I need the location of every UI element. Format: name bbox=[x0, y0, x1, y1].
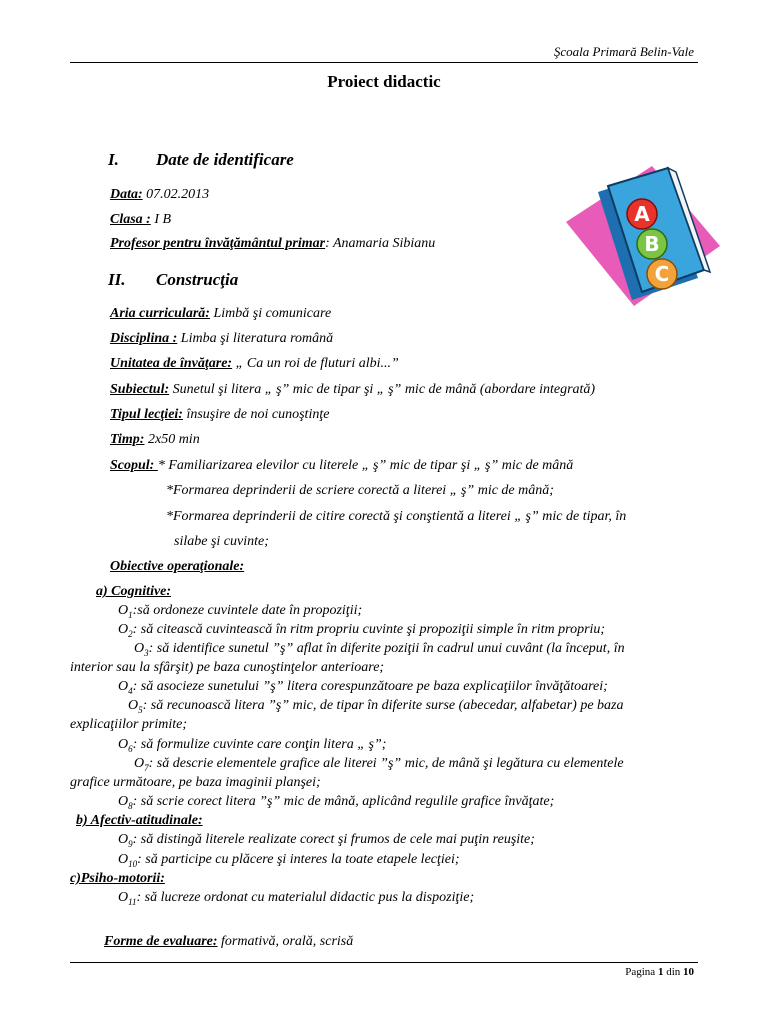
obj-index: 10 bbox=[128, 858, 138, 869]
footer-total: 10 bbox=[683, 966, 694, 978]
objective-o9 bbox=[118, 832, 535, 849]
field-value: Limbă şi comunicare bbox=[209, 306, 332, 321]
abc-book-icon bbox=[548, 160, 728, 310]
field-label: Data: bbox=[110, 187, 143, 202]
section-number: II. bbox=[108, 270, 126, 289]
abc-book-illustration bbox=[548, 160, 728, 310]
scopul-line-4: silabe şi cuvinte; bbox=[174, 534, 269, 549]
obj-index: 4 bbox=[128, 685, 133, 696]
field-label: Clasa : bbox=[110, 212, 151, 227]
heading-psiho bbox=[70, 871, 165, 887]
obj-letter: O bbox=[118, 603, 129, 618]
field-value: însuşire de noi cunoştinţe bbox=[182, 407, 330, 422]
obj-letter: O bbox=[134, 641, 145, 656]
heading-obiective bbox=[110, 559, 244, 575]
letter-c: C bbox=[654, 262, 670, 286]
field-value: 2x50 min bbox=[144, 432, 200, 447]
field-label: c)Psiho-motorii: bbox=[70, 871, 165, 886]
obj-text: : să lucreze ordonat cu materialul didactic pus la dispoziţie; bbox=[136, 890, 475, 905]
obj-letter: O bbox=[118, 890, 129, 905]
field-label: Unitatea de învăţare: bbox=[110, 356, 233, 371]
field-forme-evaluare bbox=[104, 934, 353, 950]
footer-rule bbox=[70, 962, 698, 963]
field-tipul bbox=[110, 407, 329, 423]
obj-letter: O bbox=[134, 756, 145, 771]
field-profesor bbox=[110, 236, 435, 252]
obj-text: : să identifice sunetul ”ş” aflat în diferite poziţii în cadrul unui cuvânt (la început, în bbox=[148, 641, 625, 656]
objective-o7 bbox=[134, 756, 624, 773]
field-timp bbox=[110, 432, 200, 448]
obj-letter: O bbox=[118, 832, 129, 847]
field-label: Timp: bbox=[110, 432, 145, 447]
obj-text: : să recunoască litera ”ş” mic, de tipar în diferite surse (abecedar, alfabetar) pe baza bbox=[142, 698, 624, 713]
objective-o8 bbox=[118, 794, 554, 811]
obj-index: 8 bbox=[128, 800, 133, 811]
objective-o4 bbox=[118, 679, 608, 696]
field-label: b) Afectiv-atitudinale: bbox=[76, 813, 203, 828]
obj-index: 11 bbox=[128, 896, 137, 907]
scopul-line-2: *Formarea deprinderii de scriere corectă a literei „ ş” mic de mână; bbox=[166, 483, 554, 498]
heading-cognitive bbox=[96, 584, 171, 600]
field-value: : Anamaria Sibianu bbox=[325, 236, 436, 251]
field-value: formativă, orală, scrisă bbox=[217, 934, 354, 949]
field-label: Tipul lecţiei: bbox=[110, 407, 183, 422]
section-number: I. bbox=[108, 150, 119, 169]
objective-o5 bbox=[128, 698, 624, 715]
field-value: „ Ca un roi de fluturi albi...” bbox=[232, 356, 399, 371]
field-aria bbox=[110, 306, 331, 322]
obj-index: 9 bbox=[128, 838, 133, 849]
footer-current: 1 bbox=[657, 966, 664, 978]
field-disciplina bbox=[110, 331, 333, 347]
footer-din: din bbox=[666, 966, 681, 978]
field-value: Limba şi literatura română bbox=[177, 331, 334, 346]
objective-o3-cont: interior sau la sfârşit) pe baza cunoştinţelor anterioare; bbox=[70, 660, 385, 675]
section-title: Construcţia bbox=[156, 270, 239, 289]
field-value: * Familiarizarea elevilor cu literele „ ş” mic de tipar şi „ ş” mic de mână bbox=[157, 458, 574, 473]
field-label: Disciplina : bbox=[110, 331, 178, 346]
field-label: Aria curriculară: bbox=[110, 306, 210, 321]
section-title: Date de identificare bbox=[156, 150, 294, 169]
objective-o11 bbox=[118, 890, 474, 907]
field-subiectul bbox=[110, 382, 595, 398]
objective-o3 bbox=[134, 641, 625, 658]
field-value: I B bbox=[150, 212, 172, 227]
objective-o6 bbox=[118, 737, 386, 754]
field-clasa bbox=[110, 212, 171, 228]
obj-text: : să scrie corect litera ”ş” mic de mână, aplicând regulile grafice învăţate; bbox=[132, 794, 555, 809]
field-scopul bbox=[110, 458, 573, 474]
field-value: Sunetul şi litera „ ş” mic de tipar şi „ ş” mic de mână (abordare integrată) bbox=[169, 382, 596, 397]
obj-text: : să participe cu plăcere şi interes la toate etapele lecţiei; bbox=[137, 852, 460, 867]
obj-letter: O bbox=[118, 679, 129, 694]
page-number bbox=[625, 966, 694, 978]
header-school: Şcoala Primară Belin-Vale bbox=[553, 44, 694, 59]
section-heading-constructia bbox=[108, 270, 238, 290]
obj-letter: O bbox=[118, 622, 129, 637]
obj-index: 3 bbox=[144, 647, 149, 658]
field-label: Profesor pentru învăţământul primar bbox=[110, 236, 326, 251]
field-unitatea bbox=[110, 356, 399, 372]
field-label: Forme de evaluare: bbox=[104, 934, 218, 949]
field-label: Obiective operaţionale: bbox=[110, 559, 245, 574]
field-label: Subiectul: bbox=[110, 382, 170, 397]
objective-o1 bbox=[118, 603, 362, 620]
obj-index: 5 bbox=[138, 704, 143, 715]
field-label: Scopul: bbox=[110, 458, 158, 473]
obj-text: :să ordoneze cuvintele date în propoziţii; bbox=[132, 603, 363, 618]
obj-letter: O bbox=[128, 698, 139, 713]
field-value: 07.02.2013 bbox=[142, 187, 210, 202]
objective-o2 bbox=[118, 622, 605, 639]
letter-b: B bbox=[644, 232, 660, 256]
objective-o5-cont: explicaţiilor primite; bbox=[70, 717, 188, 732]
obj-letter: O bbox=[118, 852, 129, 867]
obj-index: 6 bbox=[128, 743, 133, 754]
objective-o10 bbox=[118, 852, 460, 869]
obj-text: : să asocieze sunetului ”ş” litera corespunzătoare pe baza explicaţiilor învăţătoarei; bbox=[132, 679, 608, 694]
header-rule bbox=[70, 62, 698, 63]
obj-text: : să formulize cuvinte care conţin litera „ ş”; bbox=[132, 737, 387, 752]
obj-index: 7 bbox=[144, 762, 149, 773]
field-label: a) Cognitive: bbox=[96, 584, 172, 599]
page-title: Proiect didactic bbox=[327, 72, 441, 91]
obj-text: : să distingă literele realizate corect şi frumos de cele mai puţin reuşite; bbox=[132, 832, 535, 847]
obj-letter: O bbox=[118, 794, 129, 809]
obj-index: 2 bbox=[128, 628, 133, 639]
obj-letter: O bbox=[118, 737, 129, 752]
objective-o7-cont: grafice următoare, pe baza imaginii planşei; bbox=[70, 775, 321, 790]
section-heading-identificare bbox=[108, 150, 294, 170]
footer-label: Pagina bbox=[625, 966, 656, 978]
scopul-line-3: *Formarea deprinderii de citire corectă şi conştientă a literei „ ş” mic de tipar, în bbox=[166, 509, 627, 524]
obj-text: : să citească cuvintească în ritm propriu cuvinte şi propoziţii simple în ritm propriu; bbox=[132, 622, 606, 637]
heading-afectiv bbox=[76, 813, 203, 829]
letter-a: A bbox=[634, 202, 650, 226]
field-data bbox=[110, 187, 209, 203]
obj-index: 1 bbox=[128, 609, 133, 620]
obj-text: : să descrie elementele grafice ale literei ”ş” mic, de mână şi legătura cu elementele bbox=[148, 756, 624, 771]
